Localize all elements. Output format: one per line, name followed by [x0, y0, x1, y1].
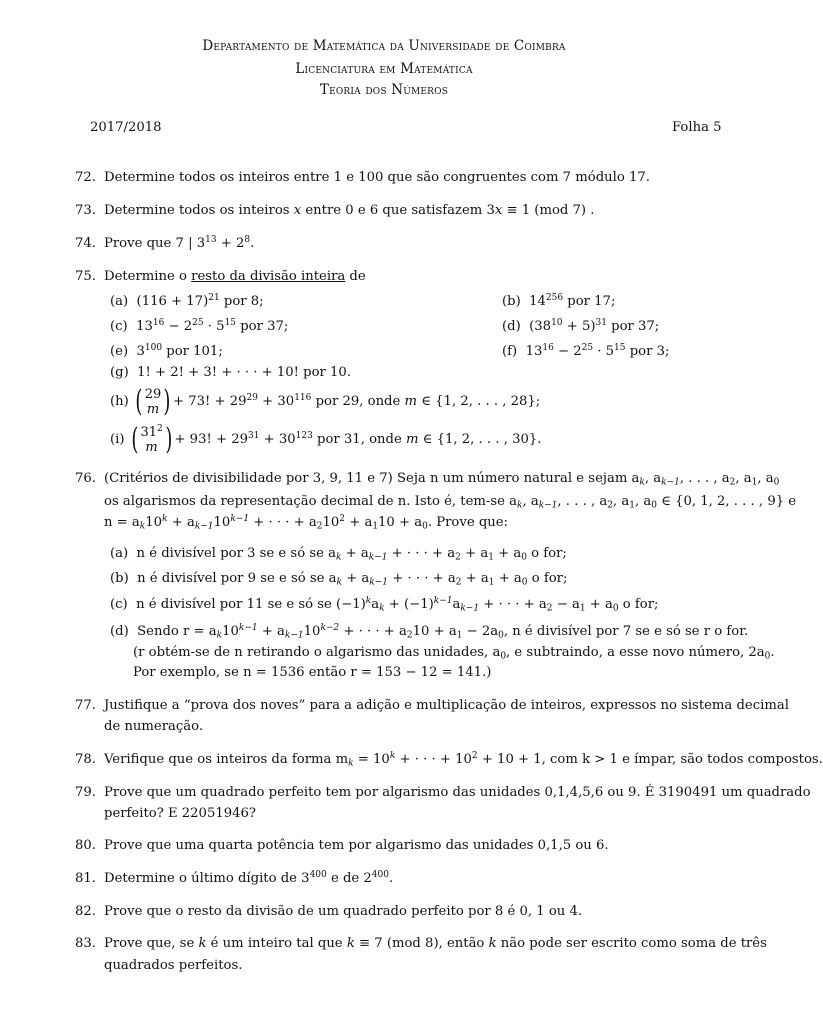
problem-76-line2: os algarismos da representação decimal de n. Isto é, tem-se $a_k$, $a_{k-1}$, . . . , $a_2$, $a_1$, $a_0$ ∈ {0, 1, 2, . . . , 9} e [104, 494, 797, 511]
course-title: Licenciatura em Matemática [295, 61, 473, 77]
problem-75-intro: Determine o resto da divisão inteira de [104, 269, 366, 284]
problem-75g: (g) 1! + 2! + 3! + · · · + 10! por 10. [110, 365, 352, 380]
problem-79-line2: perfeito? E 22051946? [104, 806, 256, 821]
problem-number: 76. [75, 471, 96, 486]
problem-78-text: Verifique que os inteiros da forma $m_k = 10^k$ + · · · + $10^2 + 10 + 1$, com k > 1 e ímpar, são todos compostos. [104, 751, 823, 769]
problem-79-line1: Prove que um quadrado perfeito tem por algarismo das unidades 0,1,4,5,6 ou 9. É 3190491 um quadrado [104, 785, 811, 800]
problem-number: 73. [75, 203, 96, 218]
subject-title: Teoria dos Números [319, 82, 449, 98]
problem-77-line1: Justifique a “prova dos noves” para a adição e multiplicação de inteiros, expressos no sistema decimal [104, 698, 789, 713]
problem-76a: (a) n é divisível por 3 se e só se $a_k + a_{k-1}$ + · · · + $a_2 + a_1 + a_0$ o for; [110, 546, 567, 563]
problem-75b: (b) $14^{256}$ por 17; [502, 293, 616, 309]
binomial-coefficient: ( $31^2$ m ) [131, 422, 173, 457]
problem-number: 79. [75, 785, 96, 800]
problem-number: 75. [75, 269, 96, 284]
problem-number: 83. [75, 936, 96, 951]
problem-76-line1: (Critérios de divisibilidade por 3, 9, 11 e 7) Seja n um número natural e sejam $a_k$, $a_{k-1}$, . . . , $a_2$, $a_1$, $a_0$ [104, 471, 780, 488]
problem-74-text: Prove que 7 | $3^{13} + 2^8$. [104, 235, 255, 251]
problem-77-line2: de numeração. [104, 719, 204, 734]
problem-76-line3: $n = a_k10^k + a_{k-1}10^{k-1}$ + · · · + $a_210^2 + a_110 + a_0$. Prove que: [104, 514, 509, 532]
problem-75f: (f) $13^{16} - 2^{25} \cdot 5^{15}$ por 3; [502, 343, 670, 359]
problem-number: 77. [75, 698, 96, 713]
problem-76c: (c) n é divisível por 11 se e só se $(-1)^ka_k + (-1)^{k-1}a_{k-1}$ + · · · + $a_2 - a_1 + a_0$ o for; [110, 596, 659, 614]
academic-year: 2017/2018 [90, 120, 162, 135]
problem-76d: (d) Sendo $r = a_k10^{k-1} + a_{k-1}10^{k-2}$ + · · · + $a_210 + a_1 - 2a_0$, n é divisível por 7 se e só se r o for. [110, 623, 749, 641]
problem-83-line1: Prove que, se k é um inteiro tal que k ≡ 7 (mod 8), então k não pode ser escrito como soma de três [104, 936, 767, 951]
problem-82-text: Prove que o resto da divisão de um quadrado perfeito por 8 é 0, 1 ou 4. [104, 904, 583, 919]
problem-75h: (h) ( 29 m ) + 73! + $29^{29} + 30^{116}$ por 29, onde m ∈ {1, 2, . . . , 28}; [110, 384, 541, 419]
problem-75c: (c) $13^{16} - 2^{25} \cdot 5^{15}$ por 37; [110, 318, 289, 334]
problem-75d: (d) $(38^{10} + 5)^{31}$ por 37; [502, 318, 660, 334]
department-title: Departamento de Matemática da Universidade de Coimbra [202, 38, 566, 54]
problem-number: 80. [75, 838, 96, 853]
problem-number: 74. [75, 236, 96, 251]
problem-83-line2: quadrados perfeitos. [104, 958, 243, 973]
problem-76d-note2: Por exemplo, se n = 1536 então r = 153 − 12 = 141.) [133, 665, 492, 680]
problem-number: 78. [75, 752, 96, 767]
problem-76b: (b) n é divisível por 9 se e só se $a_k + a_{k-1}$ + · · · + $a_2 + a_1 + a_0$ o for; [110, 571, 568, 588]
problem-75a: (a) $(116 + 17)^{21}$ por 8; [110, 293, 264, 309]
problem-number: 81. [75, 871, 96, 886]
problem-76d-note1: (r obtém-se de n retirando o algarismo das unidades, $a_0$, e subtraindo, a esse novo número, $2a_0$. [133, 645, 775, 662]
problem-75e: (e) $3^{100}$ por 101; [110, 343, 223, 359]
problem-number: 82. [75, 904, 96, 919]
problem-81-text: Determine o último dígito de $3^{400}$ e de $2^{400}$. [104, 870, 394, 886]
binomial-coefficient: ( 29 m ) [135, 384, 171, 419]
problem-number: 72. [75, 170, 96, 185]
problem-73-text: Determine todos os inteiros x entre 0 e 6 que satisfazem 3x ≡ 1 (mod 7) . [104, 203, 595, 218]
problem-72-text: Determine todos os inteiros entre 1 e 100 que são congruentes com 7 módulo 17. [104, 170, 650, 185]
sheet-number: Folha 5 [672, 120, 722, 135]
problem-80-text: Prove que uma quarta potência tem por algarismo das unidades 0,1,5 ou 6. [104, 838, 609, 853]
problem-75i: (i) ( $31^2$ m ) + 93! + $29^{31} + 30^{123}$ por 31, onde m ∈ {1, 2, . . . , 30}. [110, 422, 542, 457]
